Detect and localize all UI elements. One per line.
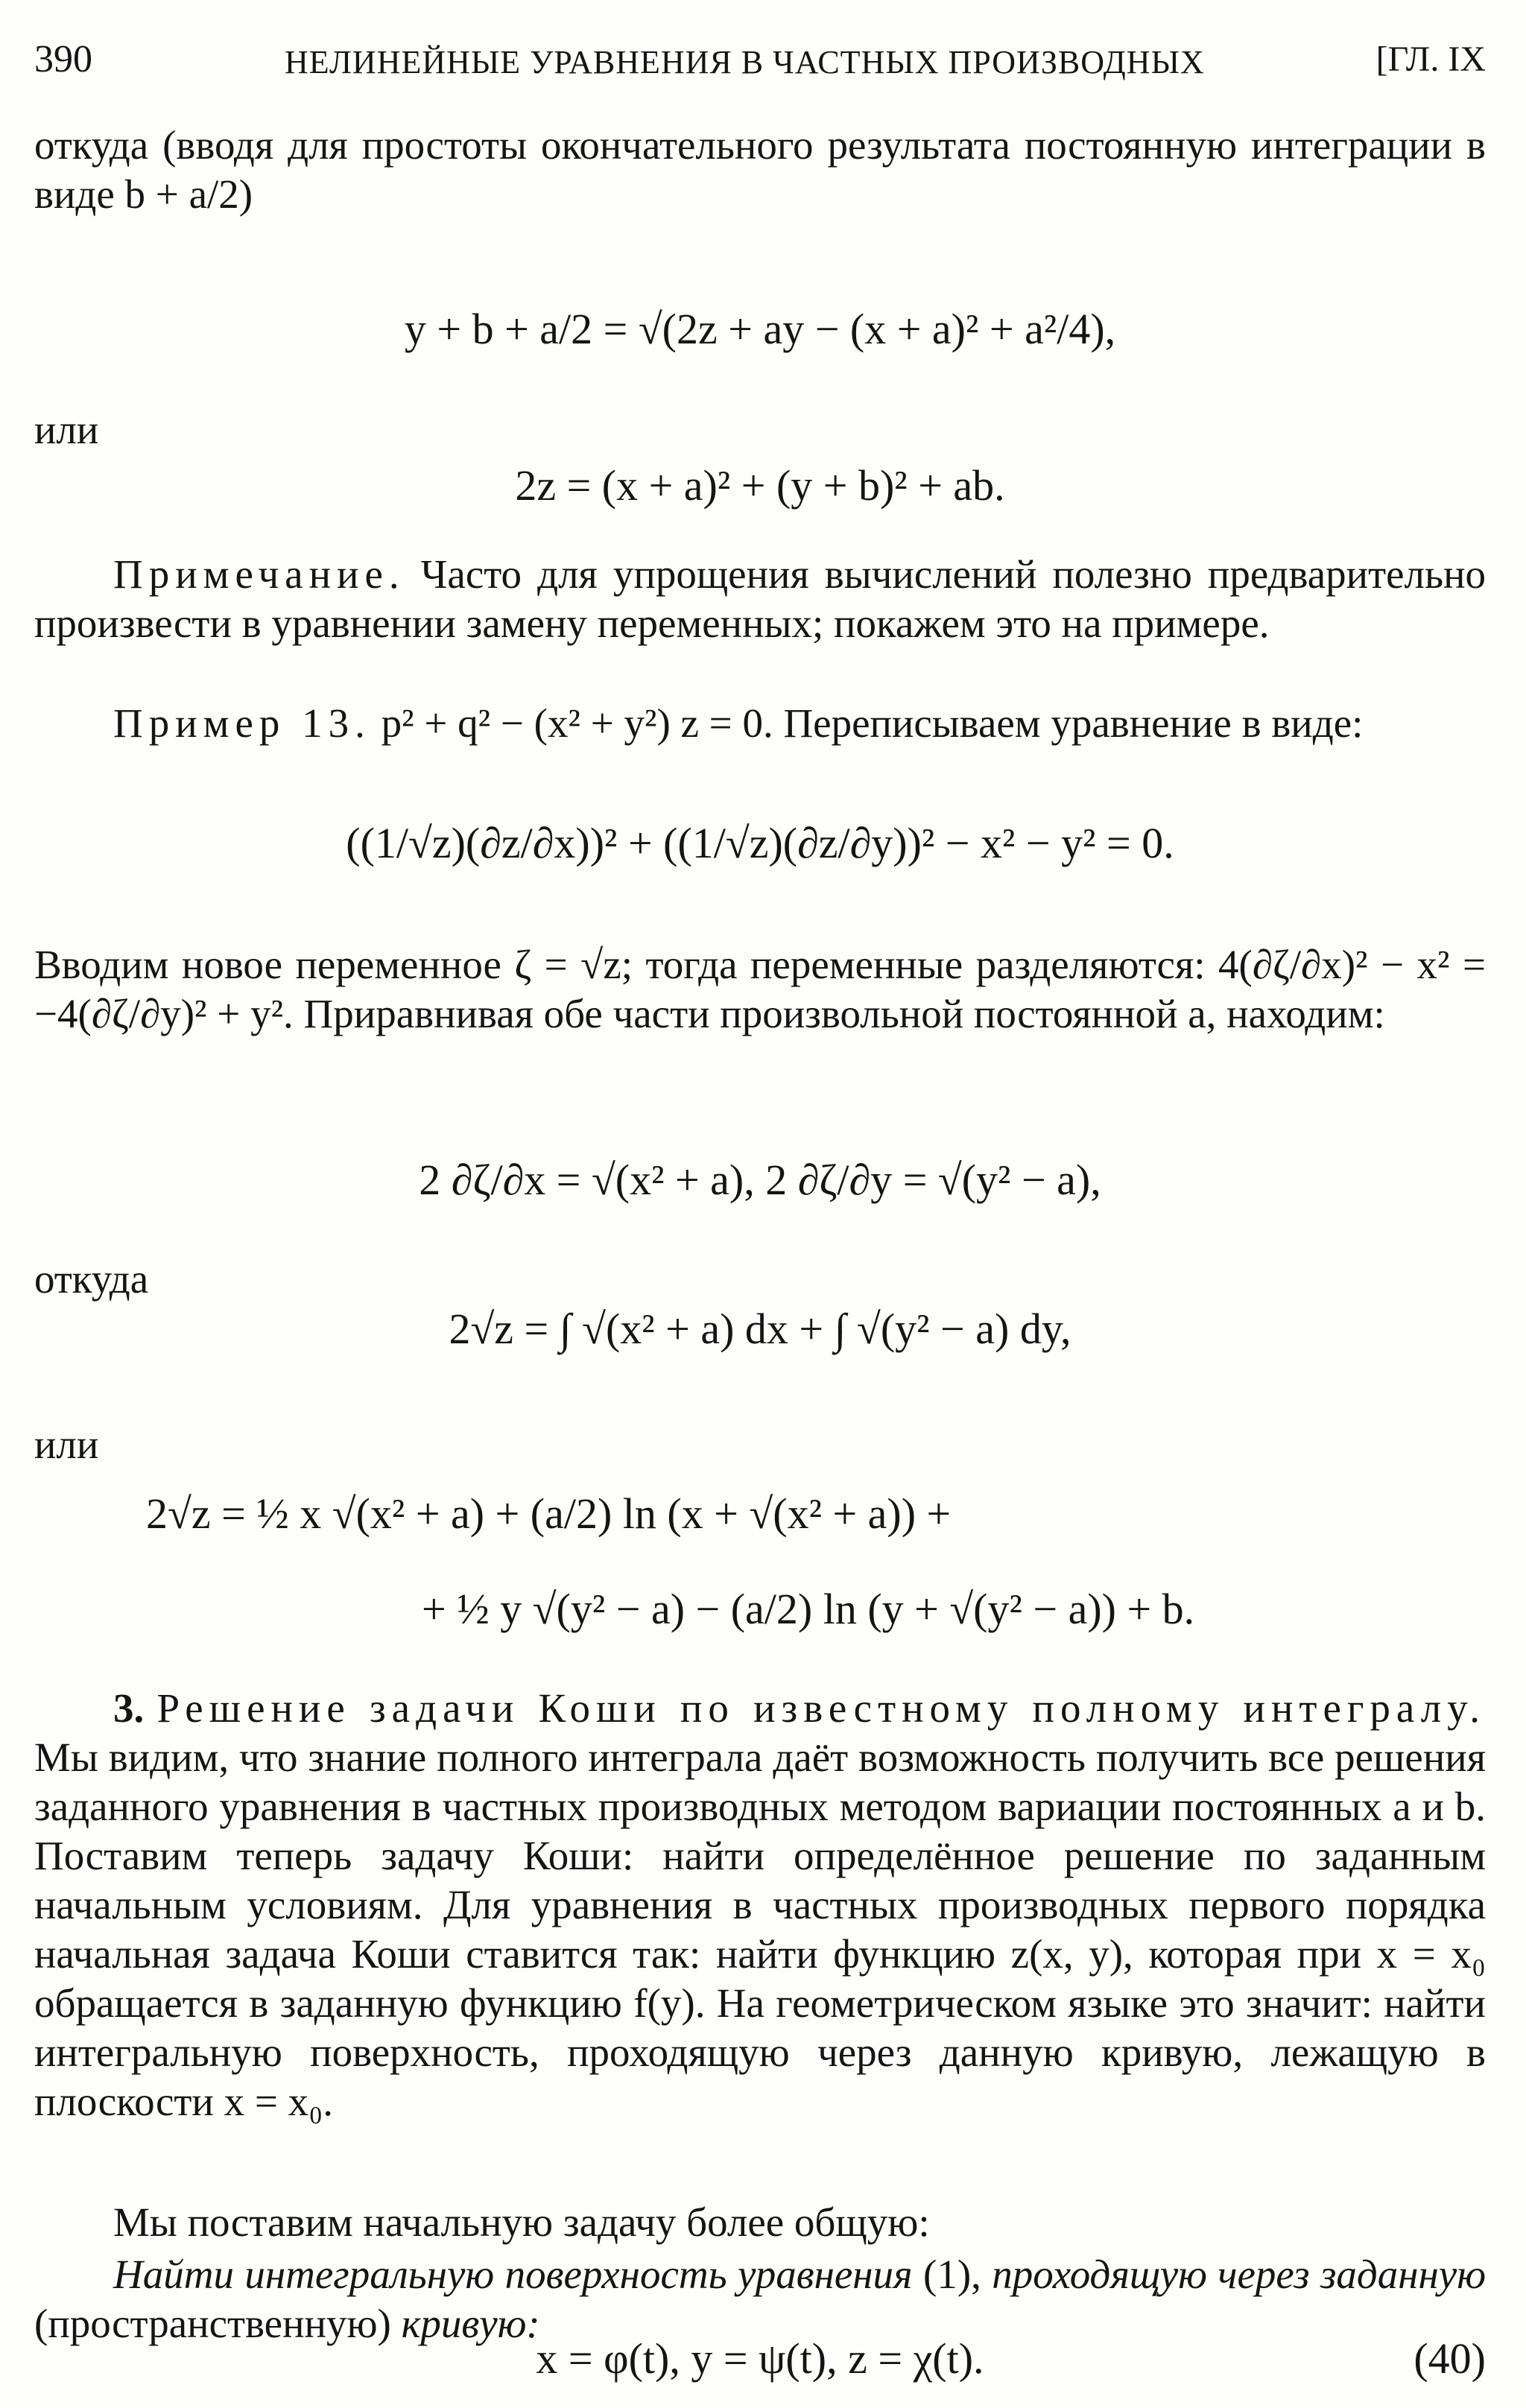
substitution-paragraph: Вводим новое переменное ζ = √z; тогда переменные разделяются: 4(∂ζ/∂x)² − x² = −4(∂ζ/∂y)² + y². Приравнивая обе части произвольной постоянной a, находим: [34,942,1486,1036]
task-equation-ref: (1), [923,2252,981,2297]
section-title: Решение задачи Коши по известному полному интегралу. [156,1685,1486,1731]
or-label-1: или [34,407,99,452]
section-3-paragraph [34,1684,1486,2126]
note-text: Часто для упрощения вычислений полезно предварительно произвести в уравнении замену переменных; покажем это на примере. [34,551,1487,646]
task-part-d: кривую: [401,2301,540,2346]
equation-6-line-1: 2√z = ½ x √(x² + a) + (a/2) ln (x + √(x² + a)) + [146,1489,952,1538]
example-label: Пример 13. [113,700,371,746]
equation-number-40: (40) [1413,2334,1486,2383]
or-label-2: или [34,1422,99,1467]
task-part-c: (пространственную) [34,2301,391,2346]
example-text: p² + q² − (x² + y²) z = 0. Переписываем уравнение в виде: [381,700,1364,746]
task-part-a: Найти интегральную поверхность уравнения [113,2252,913,2297]
book-page [34,22,1486,2392]
equation-5: 2√z = ∫ √(x² + a) dx + ∫ √(y² − a) dy, [449,1305,1071,1353]
page-header [34,36,1486,83]
equation-6-line-2: + ½ y √(y² − a) − (a/2) ln (y + √(y² − a)) + b. [422,1585,1195,1633]
equation-1: y + b + a/2 = √(2z + ay − (x + a)² + a²/4), [404,305,1116,353]
general-problem-line: Мы поставим начальную задачу более общую: [113,2199,930,2245]
running-title: НЕЛИНЕЙНЫЕ УРАВНЕНИЯ В ЧАСТНЫХ ПРОИЗВОДНЫХ [285,44,1205,80]
note-paragraph [34,550,1486,648]
page-number: 390 [34,38,92,80]
equation-3: ((1/√z)(∂z/∂x))² + ((1/√z)(∂z/∂y))² − x² − y² = 0. [346,819,1174,867]
example-paragraph [34,699,1486,748]
equation-2: 2z = (x + a)² + (y + b)² + ab. [515,461,1005,510]
intro-paragraph: откуда (вводя для простоты окончательного результата постоянную интеграции в виде b + a/2) [34,122,1486,217]
note-label: Примечание. [113,551,405,597]
section-number: 3. [113,1685,145,1731]
task-part-b: проходящую через заданную [992,2252,1486,2297]
equation-40: x = φ(t), y = ψ(t), z = χ(t). [536,2334,984,2383]
equation-4: 2 ∂ζ/∂x = √(x² + a), 2 ∂ζ/∂y = √(y² − a), [419,1156,1101,1204]
chapter-label: [ГЛ. IX [1375,39,1486,79]
whence-label: откуда [34,1256,149,1302]
section-body: Мы видим, что знание полного интеграла даёт возможность получить все решения заданного уравнения в частных производных методом вариации постоянных a и b. Поставим теперь задачу Коши: найти определённое решение по заданным начальным условиям. Для уравнения в частных производных первого порядка начальная задача Коши ставится так: найти функцию z(x, y), которая при x = x₀ обращается в заданную функцию f(y). На геометрическом языке это значит: найти интегральную поверхность, проходящую через данную кривую, лежащую в плоскости x = x₀. [34,1734,1486,2124]
